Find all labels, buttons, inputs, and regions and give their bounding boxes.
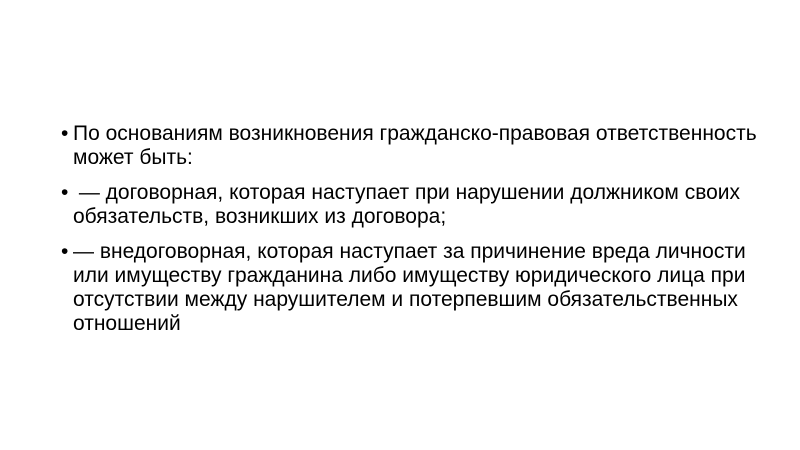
bullet-text: — договорная, которая наступает при нарушении должником своих обязательств, возникших из договора; bbox=[73, 181, 746, 228]
bullet-item bbox=[62, 240, 763, 336]
bullet-text: — внедоговорная, которая наступает за причинение вреда личности или имуществу гражданина либо имуществу юридического лица при отсутствии между нарушителем и потерпевшим обязательственных отношений bbox=[73, 240, 752, 335]
bullet-list bbox=[62, 122, 763, 336]
bullet-item bbox=[62, 122, 763, 170]
bullet-icon: • bbox=[61, 181, 69, 204]
bullet-item bbox=[62, 181, 763, 229]
bullet-text: По основаниям возникновения гражданско-правовая ответственность может быть: bbox=[73, 122, 763, 169]
bullet-icon: • bbox=[61, 122, 69, 145]
bullet-icon: • bbox=[61, 240, 69, 263]
